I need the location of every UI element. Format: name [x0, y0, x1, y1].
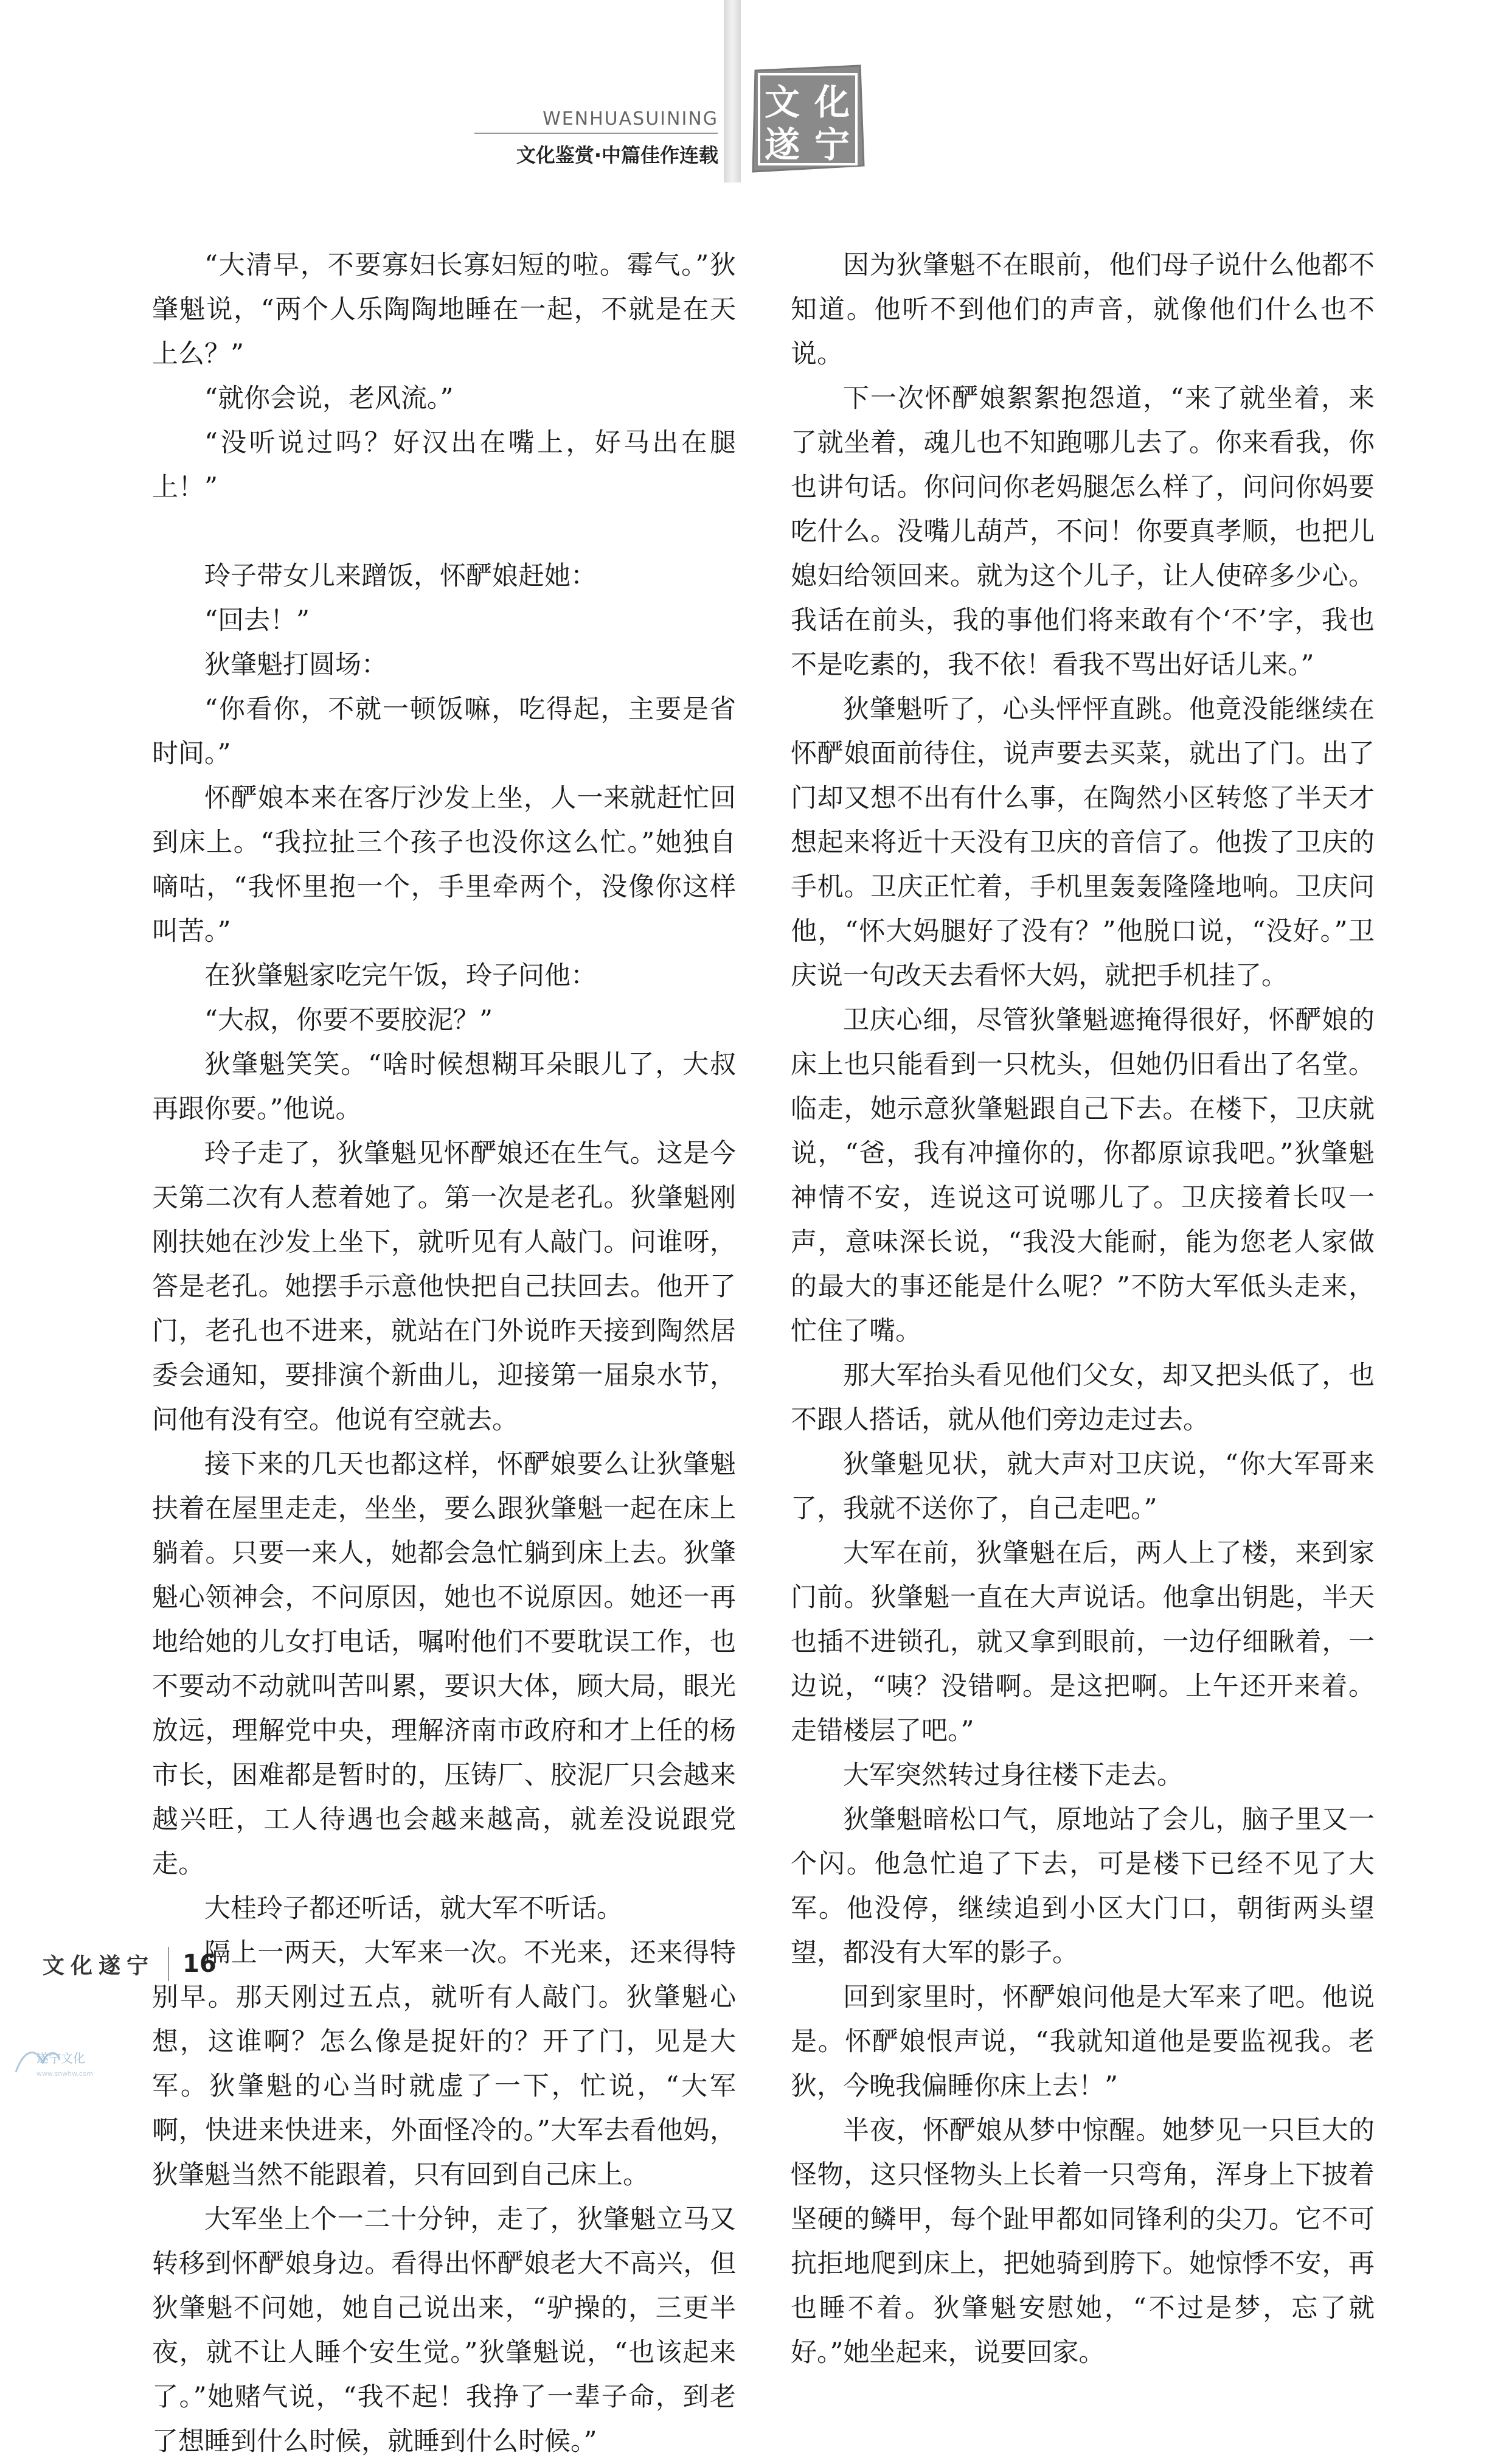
paragraph: “没听说过吗？好汉出在嘴上，好马出在腿上！” — [152, 428, 736, 503]
paragraph: 玲子带女儿来蹭饭，怀酽娘赶她： — [204, 561, 597, 591]
paragraph: 卫庆心细，尽管狄肇魁遮掩得很好，怀酽娘的床上也只能看到一只枕头，但她仍旧看出了名堂。临走，她示意狄肇魁跟自己下去。在楼下，卫庆就说，“爸，我有冲撞你的，你都原谅我吧。”狄肇魁神情不安，连说这可说哪儿了。卫庆接着长叹一声，意味深长说，“我没大能耐，能为您老人家做的最大的事还能是什么呢？”不防大军低头走来，忙住了嘴。 — [791, 1005, 1375, 1346]
paragraph: “你看你，不就一顿饭嘛，吃得起，主要是省时间。” — [152, 694, 736, 769]
paragraph: 狄肇魁暗松口气，原地站了会儿，脑子里又一个闪。他急忙追了下去，可是楼下已经不见了大军。他没停，继续追到小区大门口，朝街两头望望，都没有大军的影子。 — [791, 1804, 1375, 1968]
paragraph: 大桂玲子都还听话，就大军不听话。 — [204, 1893, 623, 1924]
svg-text:遂: 遂 — [764, 124, 800, 165]
paragraph: 大军在前，狄肇魁在后，两人上了楼，来到家门前。狄肇魁一直在大声说话。他拿出钥匙，半天也插不进锁孔，就又拿到眼前，一边仔细瞅着，一边说，“咦？没错啊。是这把啊。上午还开来着。走错楼层了吧。” — [791, 1538, 1375, 1746]
paragraph: “就你会说，老风流。” — [204, 383, 454, 414]
paragraph: 下一次怀酽娘絮絮抱怨道，“来了就坐着，来了就坐着，魂儿也不知跑哪儿去了。你来看我，你也讲句话。你问问你老妈腿怎么样了，问问你妈要吃什么。没嘴儿葫芦，不问！你要真孝顺，也把儿媳妇给领回来。就为这个儿子，让人使碎多少心。我话在前头，我的事他们将来敢有个‘不’字，我也不是吃素的，我不依！看我不骂出好话儿来。” — [791, 383, 1375, 680]
paragraph: 狄肇魁打圆场： — [204, 650, 387, 680]
paragraph: 半夜，怀酽娘从梦中惊醒。她梦见一只巨大的怪物，这只怪物头上长着一只弯角，浑身上下披着坚硬的鳞甲，每个趾甲都如同锋利的尖刀。它不可抗拒地爬到床上，把她骑到胯下。她惊悸不安，再也睡不着。狄肇魁安慰她，“不过是梦，忘了就好。”她坐起来，说要回家。 — [791, 2115, 1375, 2368]
paragraph: 因为狄肇魁不在眼前，他们母子说什么他都不知道。他听不到他们的声音，就像他们什么也不说。 — [791, 250, 1375, 369]
paragraph: 大军坐上个一二十分钟，走了，狄肇魁立马又转移到怀酽娘身边。看得出怀酽娘老大不高兴，但狄肇魁不问她，她自己说出来，“驴操的，三更半夜，就不让人睡个安生觉。”狄肇魁说，“也该起来了。”她赌气说，“我不起！我挣了一辈子命，到老了想睡到什么时候，就睡到什么时候。” — [152, 2204, 736, 2457]
header-section-title: 文化鉴赏·中篇佳作连载 — [516, 144, 718, 167]
seal-logo-icon — [747, 61, 869, 176]
watermark-logo-icon — [12, 2044, 103, 2081]
article-column-right — [791, 243, 1375, 2375]
paragraph: 在狄肇魁家吃完午饭，玲子问他： — [204, 961, 597, 991]
header-latin-title: WENHUASUINING — [543, 108, 718, 130]
article-column-left — [152, 243, 736, 2464]
paragraph: 狄肇魁见状，就大声对卫庆说，“你大军哥来了，我就不送你了，自己走吧。” — [791, 1449, 1375, 1524]
footer-magazine-title: 文化遂宁 — [43, 1952, 155, 1979]
svg-text:文: 文 — [764, 82, 800, 123]
paragraph: 回到家里时，怀酽娘问他是大军来了吧。他说是。怀酽娘恨声说，“我就知道他是要监视我。老狄，今晚我偏睡你床上去！” — [791, 1982, 1375, 2101]
paragraph: 大军突然转过身往楼下走去。 — [843, 1760, 1183, 1791]
page-footer — [43, 1947, 217, 1981]
footer-divider — [168, 1947, 169, 1981]
paragraph: 那大军抬头看见他们父女，却又把头低了，也不跟人搭话，就从他们旁边走过去。 — [791, 1360, 1375, 1435]
svg-text:化: 化 — [814, 82, 850, 123]
watermark-url: www.snwhw.com — [36, 2070, 94, 2078]
paragraph: “大叔，你要不要胶泥？” — [204, 1005, 493, 1035]
paragraph: 接下来的几天也都这样，怀酽娘要么让狄肇魁扶着在屋里走走，坐坐，要么跟狄肇魁一起在床上躺着。只要一来人，她都会急忙躺到床上去。狄肇魁心领神会，不问原因，她也不说原因。她还一再地给她的儿女打电话，嘱咐他们不要耽误工作，也不要动不动就叫苦叫累，要识大体，顾大局，眼光放远，理解党中央，理解济南市政府和才上任的杨市长，困难都是暂时的，压铸厂、胶泥厂只会越来越兴旺，工人待遇也会越来越高，就差没说跟党走。 — [152, 1449, 736, 1879]
paragraph: 玲子走了，狄肇魁见怀酽娘还在生气。这是今天第二次有人惹着她了。第一次是老孔。狄肇魁刚刚扶她在沙发上坐下，就听见有人敲门。问谁呀，答是老孔。她摆手示意他快把自己扶回去。他开了门，老孔也不进来，就站在门外说昨天接到陶然居委会通知，要排演个新曲儿，迎接第一届泉水节，问他有没有空。他说有空就去。 — [152, 1138, 736, 1435]
paragraph: “回去！” — [204, 605, 310, 636]
paragraph: “大清早，不要寡妇长寡妇短的啦。霉气。”狄肇魁说，“两个人乐陶陶地睡在一起，不就是在天上么？” — [152, 250, 736, 369]
top-decor-bar — [724, 0, 741, 183]
paragraph: 狄肇魁笑笑。“啥时候想糊耳朵眼儿了，大叔再跟你要。”他说。 — [152, 1049, 736, 1124]
watermark-text: 遂宁文化 — [36, 2051, 85, 2066]
paragraph: 狄肇魁听了，心头怦怦直跳。他竟没能继续在怀酽娘面前待住，说声要去买菜，就出了门。出了门却又想不出有什么事，在陶然小区转悠了半天才想起来将近十天没有卫庆的音信了。他拨了卫庆的手机。卫庆正忙着，手机里轰轰隆隆地响。卫庆问他，“怀大妈腿好了没有？”他脱口说，“没好。”卫庆说一句改天去看怀大妈，就把手机挂了。 — [791, 694, 1375, 991]
header-divider — [474, 133, 718, 134]
page-number: 16 — [182, 1950, 217, 1978]
svg-text:宁: 宁 — [814, 124, 850, 165]
paragraph: 隔上一两天，大军来一次。不光来，还来得特别早。那天刚过五点，就听有人敲门。狄肇魁心想，这谁啊？怎么像是捉奸的？开了门，见是大军。狄肇魁的心当时就虚了一下，忙说，“大军啊，快进来快进来，外面怪冷的。”大军去看他妈，狄肇魁当然不能跟着，只有回到自己床上。 — [152, 1938, 736, 2190]
paragraph: 怀酽娘本来在客厅沙发上坐，人一来就赶忙回到床上。“我拉扯三个孩子也没你这么忙。”她独自嘀咕，“我怀里抱一个，手里牵两个，没像你这样叫苦。” — [152, 783, 736, 947]
